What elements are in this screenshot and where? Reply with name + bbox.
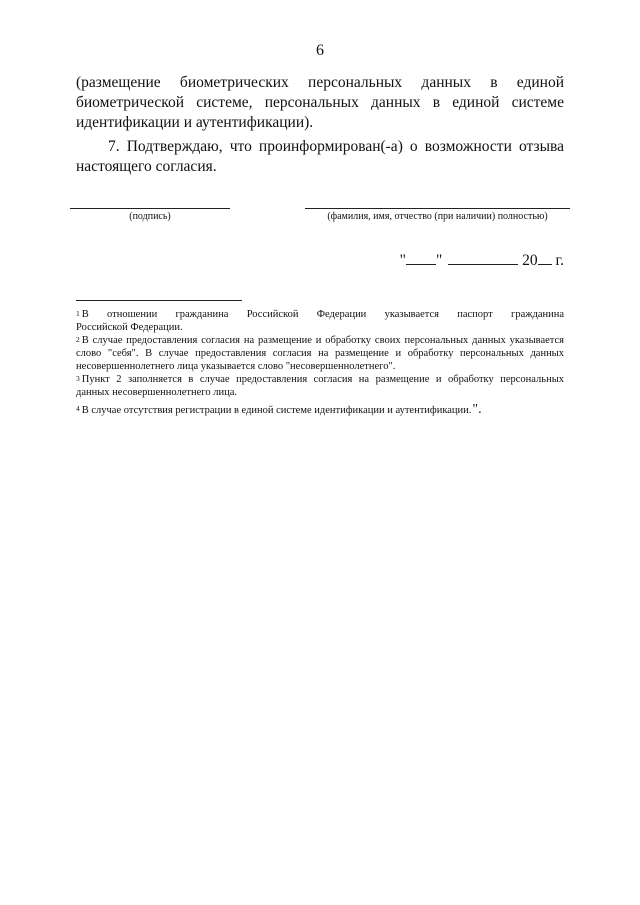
footnote-separator — [76, 300, 242, 301]
footnote-line — [76, 403, 564, 417]
footnote-line: слово "себя". В случае предоставления согласия на размещение и обработку персональных данных — [76, 348, 564, 359]
footnote-3 — [76, 373, 564, 399]
footnote-line — [76, 373, 564, 386]
footnote-line: Российской Федерации. — [76, 322, 183, 333]
footnote-text: В отношении гражданина Российской Федерации указывается паспорт гражданина — [81, 309, 564, 320]
paragraph-line: настоящего согласия. — [76, 158, 217, 175]
paragraph-consent-scope — [76, 73, 564, 133]
paragraph-line: биометрической системе, персональных данных в единой системе — [76, 94, 564, 111]
footnote-line: несовершеннолетнего лица указывается слово "несовершеннолетнего". — [76, 361, 396, 372]
footnote-text: Пункт 2 заполняется в случае предоставления согласия на размещение и обработку персональных — [81, 374, 564, 385]
footnote-mark: 3 — [76, 374, 80, 383]
date-open-quote: " — [399, 252, 406, 269]
full-name-field[interactable] — [305, 208, 570, 209]
page-number: 6 — [316, 42, 324, 59]
paragraph-line: (размещение биометрических персональных данных в единой — [76, 74, 564, 91]
date-line — [400, 250, 564, 270]
paragraph-line: 7. Подтверждаю, что проинформирован(-а) о возможности отзыва — [108, 138, 564, 155]
footnote-mark: 1 — [76, 309, 80, 318]
date-year-prefix: 20 — [522, 252, 538, 269]
date-month-field[interactable] — [448, 250, 518, 265]
footnote-text: В случае отсутствия регистрации в единой системе идентификации и аутентификации. — [81, 405, 472, 416]
date-year-field[interactable] — [538, 250, 552, 265]
footnote-text: В случае предоставления согласия на размещение и обработку своих персональных данных указывается — [81, 335, 564, 346]
paragraph-item-7 — [76, 137, 564, 177]
date-year-suffix: г. — [551, 252, 564, 269]
full-name-caption: (фамилия, имя, отчество (при наличии) полностью) — [327, 211, 548, 222]
closing-quote: ". — [472, 402, 482, 417]
footnote-line: данных несовершеннолетнего лица. — [76, 387, 237, 398]
footnote-4 — [76, 403, 564, 417]
footnote-mark: 2 — [76, 335, 80, 344]
footnote-line — [76, 334, 564, 347]
footnote-1 — [76, 308, 564, 334]
signature-field[interactable] — [70, 208, 230, 209]
paragraph-line: идентификации и аутентификации). — [76, 114, 314, 131]
footnote-line — [76, 308, 564, 321]
date-close-quote: " — [435, 252, 443, 269]
signature-caption: (подпись) — [129, 211, 171, 222]
date-day-field[interactable] — [406, 250, 436, 265]
footnotes — [76, 308, 564, 417]
footnote-mark: 4 — [76, 404, 80, 413]
footnote-2 — [76, 334, 564, 373]
